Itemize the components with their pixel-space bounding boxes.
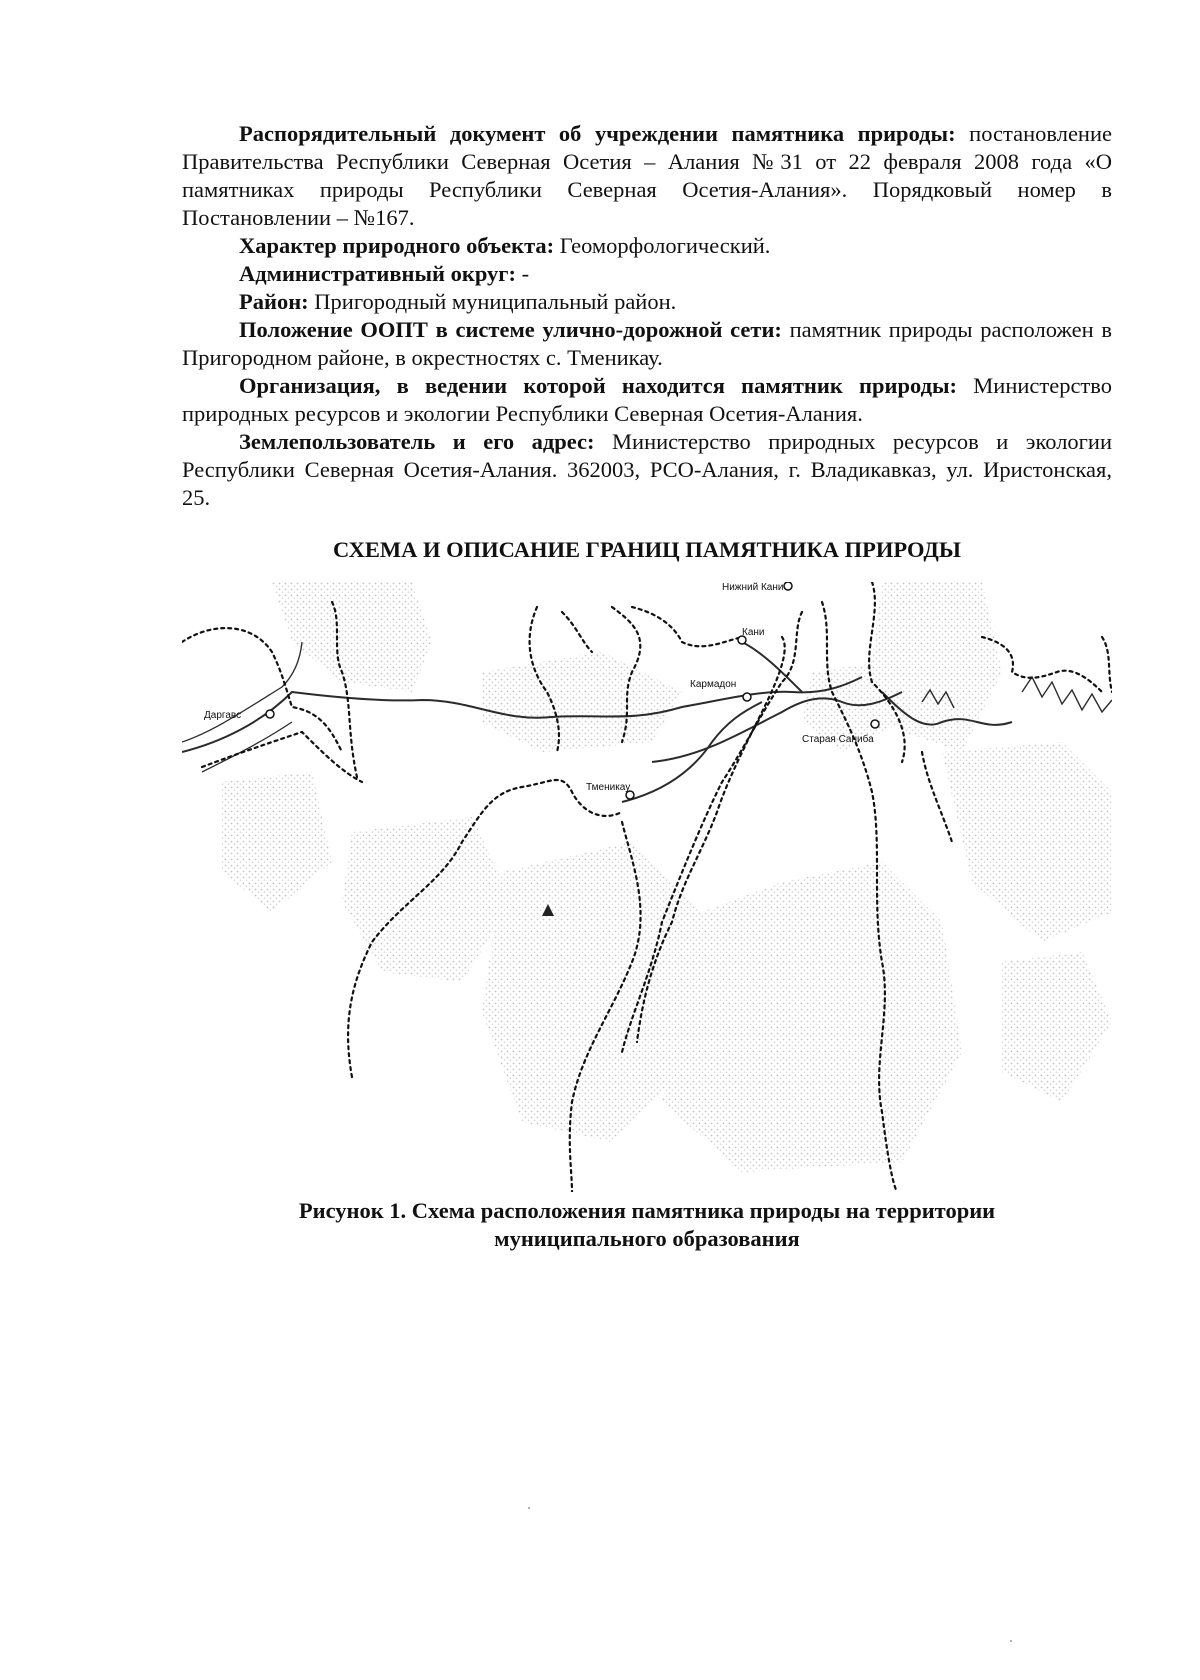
scan-speck [1010, 1640, 1012, 1642]
section-title: СХЕМА И ОПИСАНИЕ ГРАНИЦ ПАМЯТНИКА ПРИРОДЫ [333, 537, 961, 562]
label-dargavs: Даргавс [204, 710, 242, 721]
organization-value: Министерство природных ресурсов и экологии Республики Северная Осетия-Алания. [182, 373, 1112, 426]
boundary-dargavs [202, 732, 362, 782]
scan-speck [528, 1507, 530, 1509]
label-karmadon: Кармадон [690, 679, 737, 690]
location-label: Положение ООПТ в системе улично-дорожной сети: [239, 317, 782, 342]
paragraph-location [182, 316, 1112, 372]
label-nizhniy-kani: Нижний Кани [722, 582, 784, 593]
paragraph-decree [182, 120, 1112, 232]
boundary-peak [562, 612, 592, 652]
dargavs-marker [266, 710, 274, 718]
map-svg [182, 582, 1112, 1192]
caption-line-2: муниципального образования [494, 1226, 800, 1251]
paragraph-land-user [182, 428, 1112, 512]
location-value: памятник природы расположен в Пригородном районе, в окрестностях с. Тменикау. [182, 317, 1112, 370]
paragraph-organization [182, 372, 1112, 428]
location-map [182, 582, 1112, 1192]
organization-label: Организация, в ведении которой находится памятник природы: [239, 373, 958, 398]
admin-district-value: - [516, 261, 530, 286]
district-label: Район: [239, 289, 309, 314]
decree-text: постановление Правительства Республики Северная Осетия – Алания №31 от 22 февраля 2008 года «О памятниках природы Республики Северная Осетия-Алания». Порядковый номер в Постановлении – №167. [182, 121, 1112, 230]
boundary-right [1102, 637, 1112, 692]
road-upper [742, 642, 802, 692]
land-user-label: Землепользователь и его адрес: [239, 429, 595, 454]
paragraph-object-type [182, 232, 1112, 260]
terrain-shading [222, 582, 1112, 1172]
staraya-saniba-marker [871, 720, 879, 728]
district-value: Пригородный муниципальный район. [308, 289, 677, 314]
boundary-karmadon [632, 607, 742, 646]
karmadon-marker [743, 693, 751, 701]
label-tmenikau: Тменикау [586, 782, 631, 793]
nizhniy-kani-marker [784, 582, 792, 590]
label-kani: Кани [742, 627, 765, 638]
object-type-label: Характер природного объекта: [239, 233, 555, 258]
land-user-value: Министерство природных ресурсов и экологии Республики Северная Осетия-Алания. 362003, РСО-Алания, г. Владикавказ, ул. Иристонская, 25. [182, 429, 1112, 510]
document-header-text [182, 120, 1112, 512]
admin-district-label: Административный округ: [239, 261, 517, 286]
paragraph-admin-district [182, 260, 1112, 288]
paragraph-district [182, 288, 1112, 316]
caption-line-1: Рисунок 1. Схема расположения памятника природы на территории [298, 1198, 996, 1223]
figure-caption [182, 1197, 1112, 1253]
decree-label: Распорядительный документ об учреждении памятника природы: [239, 121, 956, 146]
label-staraya-saniba: Старая Саниба [802, 734, 874, 745]
object-type-value: Геоморфологический. [554, 233, 771, 258]
